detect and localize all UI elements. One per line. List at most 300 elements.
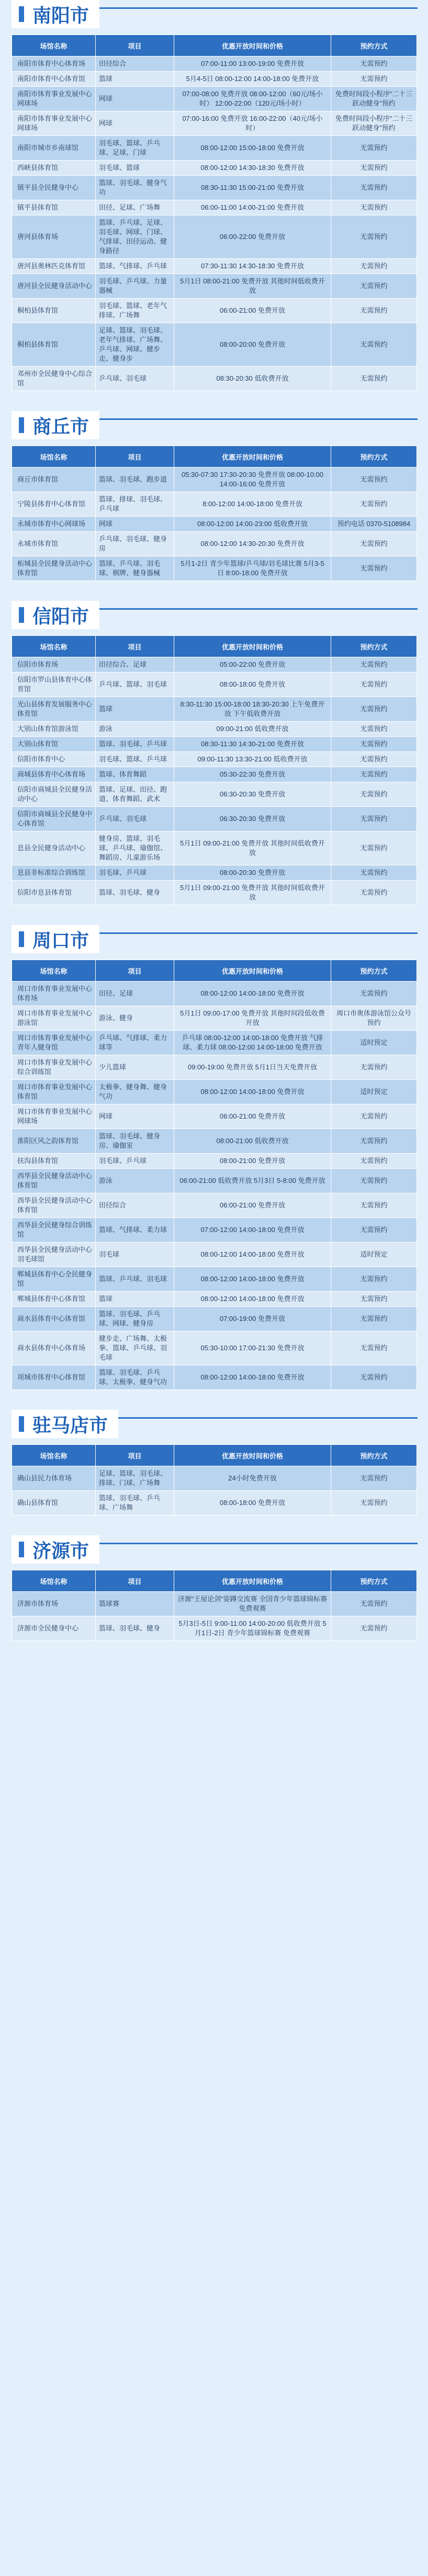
venue-hours-price: 08:00-18:00 免费开放 [174,673,331,697]
venue-name: 镇平县全民健身中心 [12,176,96,200]
city-section [12,0,416,391]
venue-project: 游泳、健身 [96,1006,174,1031]
venue-project: 篮球、羽毛球、健身气功 [96,176,174,200]
table-row [12,982,417,1006]
venue-hours-price: 5月4-5日 08:00-12:00 14:00-18:00 免费开放 [174,72,331,87]
venue-hours-price: 08:00-12:00 14:30-20:30 免费开放 [174,532,331,556]
section-gap [0,1515,428,1535]
venue-project: 足球、篮球、羽毛球、老年气排球、广场舞、乒乓球、网球、健步走、健身步 [96,323,174,367]
venue-project: 篮球、乒乓球、足球、羽毛球、网球、门球、气排球、田径运动、健身路径 [96,215,174,259]
city-section [12,411,416,581]
venue-project: 篮球、羽毛球、健身 [96,1616,174,1641]
venue-name: 柘城县全民健身活动中心体育馆 [12,556,96,581]
venue-project: 篮球、羽毛球、健身房、瑜伽室 [96,1129,174,1154]
venue-booking: 无需预约 [331,56,417,72]
venue-table [12,960,417,1390]
venue-name: 南阳市体育中心体育馆 [12,72,96,87]
column-header: 场馆名称 [12,1570,96,1592]
venue-booking: 无需预约 [331,831,417,865]
city-title: 济源市 [12,1535,99,1564]
venue-booking: 无需预约 [331,492,417,517]
venue-project: 网球 [96,111,174,136]
venue-name: 商城县体育中心体育场 [12,767,96,782]
venue-project: 篮球、羽毛球、乒乓球 [96,737,174,752]
venue-table [12,446,417,581]
table-row [12,161,417,176]
table-header-row [12,1570,417,1592]
table-row [12,1154,417,1169]
table-row [12,722,417,737]
table-row [12,1080,417,1104]
venue-name: 息县非标准综合训练馆 [12,865,96,881]
table-row [12,1031,417,1055]
table-row [12,1616,417,1641]
table-row [12,492,417,517]
table-header-row [12,960,417,982]
venue-booking: 无需预约 [331,468,417,492]
venue-name: 济源市全民健身中心 [12,1616,96,1641]
city-header [12,1535,416,1570]
venue-hours-price: 07:00-11:00 13:00-19:00 免费开放 [174,56,331,72]
venue-project: 羽毛球、篮球、乒乓球 [96,752,174,767]
venue-hours-price: 09:00-11:30 13:30-21:00 低收费开放 [174,752,331,767]
venue-hours-price: 06:00-22:00 免费开放 [174,215,331,259]
venue-hours-price: 06:00-21:00 免费开放 [174,1104,331,1129]
venue-hours-price: 08:30-11:30 14:30-21:00 免费开放 [174,737,331,752]
venue-booking: 无需预约 [331,299,417,323]
venue-hours-price: 07:30-11:30 14:30-18:30 免费开放 [174,259,331,274]
venue-project: 篮球、羽毛球、乒乓球、网球、健身房 [96,1307,174,1331]
table-row [12,323,417,367]
venue-booking: 无需预约 [331,136,417,161]
venue-project: 网球 [96,517,174,532]
venue-project: 羽毛球、篮球、乒乓球、足球、门球 [96,136,174,161]
venue-booking: 无需预约 [331,752,417,767]
venue-project: 田径综合 [96,1193,174,1218]
table-row [12,1267,417,1292]
venue-name: 西华县全民健身活动中心体育馆 [12,1169,96,1193]
city-header [12,1410,416,1444]
column-header: 优惠开放时间和价格 [174,1445,331,1466]
city-header [12,601,416,635]
venue-table [12,1570,417,1641]
venue-booking: 无需预约 [331,807,417,831]
venue-name: 周口市体育事业发展中心体育场 [12,982,96,1006]
venue-name: 西华县全民健身活动中心羽毛球馆 [12,1243,96,1267]
table-row [12,1592,417,1616]
city-title: 南阳市 [12,0,99,28]
venue-booking: 无需预约 [331,881,417,905]
table-row [12,1466,417,1491]
city-section [12,925,416,1390]
venue-booking: 无需预约 [331,1193,417,1218]
venue-name: 信阳市息县体育馆 [12,881,96,905]
venue-hours-price: 06:00-21:00 免费开放 [174,299,331,323]
venue-booking: 无需预约 [331,1129,417,1154]
venue-name: 光山县体育发展服务中心体育馆 [12,697,96,722]
table-row [12,737,417,752]
table-row [12,176,417,200]
table-row [12,1193,417,1218]
city-section [12,601,416,905]
venue-name: 商水县体育中心体育场 [12,1331,96,1365]
city-header [12,0,416,35]
venue-booking: 无需预约 [331,1104,417,1129]
table-row [12,1307,417,1331]
venue-project: 篮球、气排球、柔力球 [96,1218,174,1243]
venue-name: 西峡县体育馆 [12,161,96,176]
venue-booking: 无需预约 [331,982,417,1006]
column-header: 优惠开放时间和价格 [174,446,331,468]
venue-hours-price: 09:00-21:00 低收费开放 [174,722,331,737]
venue-booking: 无需预约 [331,259,417,274]
table-row [12,299,417,323]
venue-booking: 无需预约 [331,767,417,782]
venue-booking: 无需预约 [331,274,417,299]
venue-booking: 无需预约 [331,1466,417,1491]
venue-hours-price: 08:00-21:00 免费开放 [174,1154,331,1169]
venue-booking: 无需预约 [331,215,417,259]
venue-booking: 无需预约 [331,722,417,737]
venue-project: 羽毛球、乒乓球 [96,865,174,881]
venue-project: 羽毛球、篮球、老年气排球、广场舞 [96,299,174,323]
venue-name: 永城市体育馆 [12,532,96,556]
venue-project: 足球、篮球、羽毛球、排球、门球、广场舞 [96,1466,174,1491]
venue-name: 邓州市全民健身中心综合馆 [12,367,96,391]
venue-project: 篮球、乒乓球、羽毛球、棋牌、健身器械 [96,556,174,581]
venue-booking: 无需预约 [331,1267,417,1292]
venue-project: 乒乓球、羽毛球 [96,807,174,831]
venue-booking: 无需预约 [331,1055,417,1080]
venue-name: 周口市体育事业发展中心网球场 [12,1104,96,1129]
section-gap [0,1390,428,1410]
table-row [12,517,417,532]
venue-hours-price: 5月3日-5日 9:00-11:00 14:00-20:00 低收费开放 5月1日-2日 青少年篮球锦标赛 免费观赛 [174,1616,331,1641]
city-section [12,1535,416,1641]
venue-hours-price: 08:30-11:30 15:00-21:00 免费开放 [174,176,331,200]
table-row [12,1006,417,1031]
venue-name: 宁陵县体育中心体育馆 [12,492,96,517]
venue-name: 周口市体育事业发展中心综合训练馆 [12,1055,96,1080]
city-title: 驻马店市 [12,1410,118,1438]
venue-booking: 无需预约 [331,200,417,215]
table-row [12,1365,417,1390]
column-header: 场馆名称 [12,636,96,657]
column-header: 优惠开放时间和价格 [174,636,331,657]
venue-hours-price: 06:30-20:30 免费开放 [174,782,331,807]
city-section [12,1410,416,1515]
venue-name: 唐河县体育场 [12,215,96,259]
column-header: 预约方式 [331,636,417,657]
section-gap [0,905,428,925]
venue-name: 大别山体育馆 [12,737,96,752]
venue-booking: 预约电话 0370-5108984 [331,517,417,532]
table-header-row [12,35,417,56]
venue-hours-price: 08:30-20:30 低收费开放 [174,367,331,391]
venue-name: 淮阳区风之韵体育馆 [12,1129,96,1154]
venue-name: 唐河县奥林匹克体育馆 [12,259,96,274]
table-row [12,1169,417,1193]
venue-booking: 无需预约 [331,532,417,556]
venue-name: 南阳市城市乡南球馆 [12,136,96,161]
table-row [12,1129,417,1154]
venue-hours-price: 08:00-12:00 14:00-18:00 免费开放 [174,1243,331,1267]
venue-booking: 无需预约 [331,1592,417,1616]
table-row [12,1218,417,1243]
table-row [12,807,417,831]
venue-booking: 无需预约 [331,556,417,581]
venue-project: 篮球、气排球、乒乓球 [96,259,174,274]
venue-name: 南阳市体育事业发展中心网球场 [12,87,96,111]
venue-hours-price: 07:00-19:00 免费开放 [174,1307,331,1331]
venue-project: 篮球赛 [96,1592,174,1616]
venue-name: 项城市体育中心体育馆 [12,1365,96,1390]
column-header: 场馆名称 [12,960,96,982]
venue-hours-price: 05:00-22:00 免费开放 [174,657,331,673]
venue-project: 乒乓球、篮球、羽毛球 [96,673,174,697]
venue-project: 篮球、足球、田径、跑道、体育舞蹈、武术 [96,782,174,807]
table-row [12,881,417,905]
venue-hours-price: 07:00-16:00 免费开放 16:00-22:00（40元/场小时） [174,111,331,136]
venue-hours-price: 08:00-12:00 14:00-18:00 免费开放 [174,1080,331,1104]
venue-name: 确山县民力体育场 [12,1466,96,1491]
venue-project: 篮球 [96,72,174,87]
venue-project: 田径综合 [96,56,174,72]
column-header: 项目 [96,35,174,56]
venue-project: 田径、足球、广场舞 [96,200,174,215]
venue-name: 扶沟县体育馆 [12,1154,96,1169]
venue-project: 少儿篮球 [96,1055,174,1080]
venue-booking: 无需预约 [331,657,417,673]
venue-project: 游泳 [96,1169,174,1193]
venue-project: 乒乓球、气排球、柔力球等 [96,1031,174,1055]
venue-hours-price: 乒乓球 08:00-12:00 14:00-18:00 免费开放 气排球、柔力球 08:00-12:00 14:00-18:00 免费开放 [174,1031,331,1055]
venue-booking: 无需预约 [331,865,417,881]
table-row [12,532,417,556]
venue-project: 田径、足球 [96,982,174,1006]
venue-hours-price: 07:00-08:00 免费开放 08:00-12:00（60元/场小时） 12:00-22:00（120元/场小时） [174,87,331,111]
venue-name: 周口市体育事业发展中心体育馆 [12,1080,96,1104]
venue-booking: 无需预约 [331,176,417,200]
table-row [12,767,417,782]
venue-hours-price: 06:00-21:00 低收费开放 5月3日 5-8:00 免费开放 [174,1169,331,1193]
venue-name: 信阳市商城县全民健身中心体育馆 [12,807,96,831]
venue-booking: 无需预约 [331,1616,417,1641]
venue-name: 西华县全民健身综合训练馆 [12,1218,96,1243]
column-header: 项目 [96,1445,174,1466]
table-row [12,367,417,391]
venue-hours-price: 08:00-12:00 14:00-18:00 免费开放 [174,1292,331,1307]
table-row [12,1331,417,1365]
table-row [12,782,417,807]
venue-booking: 无需预约 [331,673,417,697]
venue-name: 镇平县体育馆 [12,200,96,215]
table-row [12,752,417,767]
venue-booking: 适时预定 [331,1243,417,1267]
venue-project: 篮球、羽毛球、跑步道 [96,468,174,492]
venue-name: 桐柏县体育馆 [12,323,96,367]
table-row [12,87,417,111]
venue-project: 乒乓球、羽毛球、健身房 [96,532,174,556]
venue-name: 商丘市体育馆 [12,468,96,492]
venue-name: 大别山体育馆游泳馆 [12,722,96,737]
venue-hours-price: 06:00-11:00 14:00-21:00 免费开放 [174,200,331,215]
venue-hours-price: 06:00-21:00 免费开放 [174,1193,331,1218]
column-header: 项目 [96,960,174,982]
venue-booking: 免费时间段小程序“二十三跃动健身”预约 [331,87,417,111]
venue-booking: 无需预约 [331,72,417,87]
venue-booking: 无需预约 [331,737,417,752]
venue-project: 健身房、篮球、羽毛球、乒乓球、瑜伽馆、舞蹈房、儿童游乐场 [96,831,174,865]
venue-name: 西华县全民健身活动中心体育馆 [12,1193,96,1218]
venue-booking: 无需预约 [331,367,417,391]
venue-project: 太极拳、健身舞、健身气功 [96,1080,174,1104]
column-header: 优惠开放时间和价格 [174,960,331,982]
venue-project: 篮球 [96,1292,174,1307]
column-header: 项目 [96,1570,174,1592]
venue-project: 羽毛球、篮球 [96,161,174,176]
venue-booking: 周口市奥体游泳馆公众号预约 [331,1006,417,1031]
table-row [12,657,417,673]
table-row [12,697,417,722]
column-header: 预约方式 [331,1445,417,1466]
venue-project: 篮球 [96,697,174,722]
venue-booking: 免费时间段小程序“二十三跃动健身”预约 [331,111,417,136]
column-header: 预约方式 [331,960,417,982]
table-row [12,72,417,87]
venue-name: 信阳市体育中心 [12,752,96,767]
venue-booking: 无需预约 [331,1218,417,1243]
venue-booking: 无需预约 [331,1365,417,1390]
city-header [12,411,416,446]
city-header [12,925,416,960]
column-header: 优惠开放时间和价格 [174,1570,331,1592]
venue-hours-price: 08:00-21:00 低收费开放 [174,1129,331,1154]
venue-project: 篮球、排球、羽毛球、乒乓球 [96,492,174,517]
venue-hours-price: 5月1-2日 青少年篮球/乒乓球/羽毛球比赛 5月3-5日 8:00-18:00 免费开放 [174,556,331,581]
venue-project: 篮球、乒乓球、羽毛球 [96,1267,174,1292]
column-header: 优惠开放时间和价格 [174,35,331,56]
venue-name: 信阳市罗山县体育中心体育馆 [12,673,96,697]
section-gap [0,581,428,601]
venue-name: 桐柏县体育馆 [12,299,96,323]
table-row [12,1491,417,1515]
venue-name: 周口市体育事业发展中心游泳馆 [12,1006,96,1031]
column-header: 场馆名称 [12,446,96,468]
venue-name: 息县全民健身活动中心 [12,831,96,865]
city-title: 信阳市 [12,601,99,629]
venue-name: 郸城县体育中心体育馆 [12,1292,96,1307]
venue-project: 羽毛球 [96,1243,174,1267]
venue-hours-price: 05:30-10:00 17:00-21:30 免费开放 [174,1331,331,1365]
table-row [12,56,417,72]
venue-hours-price: 5月1日 09:00-21:00 免费开放 其他时间低收费开放 [174,831,331,865]
venue-project: 网球 [96,87,174,111]
venue-booking: 无需预约 [331,1331,417,1365]
venue-hours-price: 08:00-12:00 15:00-18:00 免费开放 [174,136,331,161]
venue-hours-price: 8:30-11:30 15:00-18:00 18:30-20:30 上午免费开放 下午低收费开放 [174,697,331,722]
section-gap [0,391,428,411]
venue-hours-price: 08:00-12:00 14:00-23:00 低收费开放 [174,517,331,532]
venue-hours-price: 08:00-18:00 免费开放 [174,1491,331,1515]
venue-name: 永城市体育中心网球场 [12,517,96,532]
venue-project: 篮球、羽毛球、乒乓球、太极拳、健身气功 [96,1365,174,1390]
venue-project: 羽毛球、乒乓球、力量器械 [96,274,174,299]
venue-hours-price: 06:30-20:30 免费开放 [174,807,331,831]
table-row [12,673,417,697]
venue-table [12,35,417,391]
venue-name: 确山县体育馆 [12,1491,96,1515]
venue-hours-price: 08:00-12:00 14:00-18:00 免费开放 [174,1267,331,1292]
table-row [12,274,417,299]
venue-project: 田径综合、足球 [96,657,174,673]
venue-booking: 无需预约 [331,161,417,176]
venue-booking: 适时预定 [331,1080,417,1104]
venue-hours-price: 07:00-12:00 14:00-18:00 免费开放 [174,1218,331,1243]
venue-project: 羽毛球、乒乓球 [96,1154,174,1169]
venue-hours-price: 09:00-19:00 免费开放 5月1日当天免费开放 [174,1055,331,1080]
venue-project: 篮球、体育舞蹈 [96,767,174,782]
column-header: 项目 [96,446,174,468]
venue-booking: 无需预约 [331,1154,417,1169]
table-row [12,215,417,259]
table-row [12,136,417,161]
venue-booking: 无需预约 [331,1491,417,1515]
venue-hours-price: 济源“王屋论剑”姿蹲交流赛 全国青少年篮球锦标赛 免费观赛 [174,1592,331,1616]
table-row [12,1104,417,1129]
venue-project: 网球 [96,1104,174,1129]
city-title: 商丘市 [12,411,99,439]
venue-hours-price: 05:30-07:30 17:30-20:30 免费开放 08:00-10:00 14:00-16:00 免费开放 [174,468,331,492]
venue-name: 郸城县体育中心全民健身馆 [12,1267,96,1292]
table-header-row [12,636,417,657]
venue-name: 唐河县全民健身活动中心 [12,274,96,299]
column-header: 项目 [96,636,174,657]
table-row [12,865,417,881]
table-row [12,200,417,215]
venue-project: 篮球、羽毛球、健身 [96,881,174,905]
column-header: 预约方式 [331,446,417,468]
venue-project: 健步走、广场舞、太极拳、篮球、乒乓球、羽毛球 [96,1331,174,1365]
venue-booking: 无需预约 [331,323,417,367]
venue-hours-price: 08:00-12:00 14:00-18:00 免费开放 [174,1365,331,1390]
venue-booking: 无需预约 [331,1292,417,1307]
venue-booking: 无需预约 [331,1307,417,1331]
venue-hours-price: 24小时免费开放 [174,1466,331,1491]
venue-name: 南阳市体育事业发展中心网球场 [12,111,96,136]
table-row [12,111,417,136]
venue-booking: 无需预约 [331,782,417,807]
venue-hours-price: 08:00-12:00 14:00-18:00 免费开放 [174,982,331,1006]
venue-name: 信阳市体育场 [12,657,96,673]
venue-hours-price: 5月1日 09:00-21:00 免费开放 其他时间低收费开放 [174,881,331,905]
table-header-row [12,446,417,468]
table-row [12,468,417,492]
venue-name: 商水县体育中心体育馆 [12,1307,96,1331]
venue-booking: 无需预约 [331,1169,417,1193]
venue-hours-price: 5月1日 08:00-21:00 免费开放 其他时间低收费开放 [174,274,331,299]
venue-hours-price: 05:30-22:30 免费开放 [174,767,331,782]
venue-hours-price: 5月1日 09:00-17:00 免费开放 其他时间段低收费开放 [174,1006,331,1031]
venue-hours-price: 08:00-20:30 免费开放 [174,865,331,881]
table-row [12,259,417,274]
table-header-row [12,1445,417,1466]
table-row [12,556,417,581]
venue-project: 游泳 [96,722,174,737]
venue-name: 南阳市体育中心体育场 [12,56,96,72]
column-header: 预约方式 [331,1570,417,1592]
venue-project: 篮球、羽毛球、乒乓球、广场舞 [96,1491,174,1515]
